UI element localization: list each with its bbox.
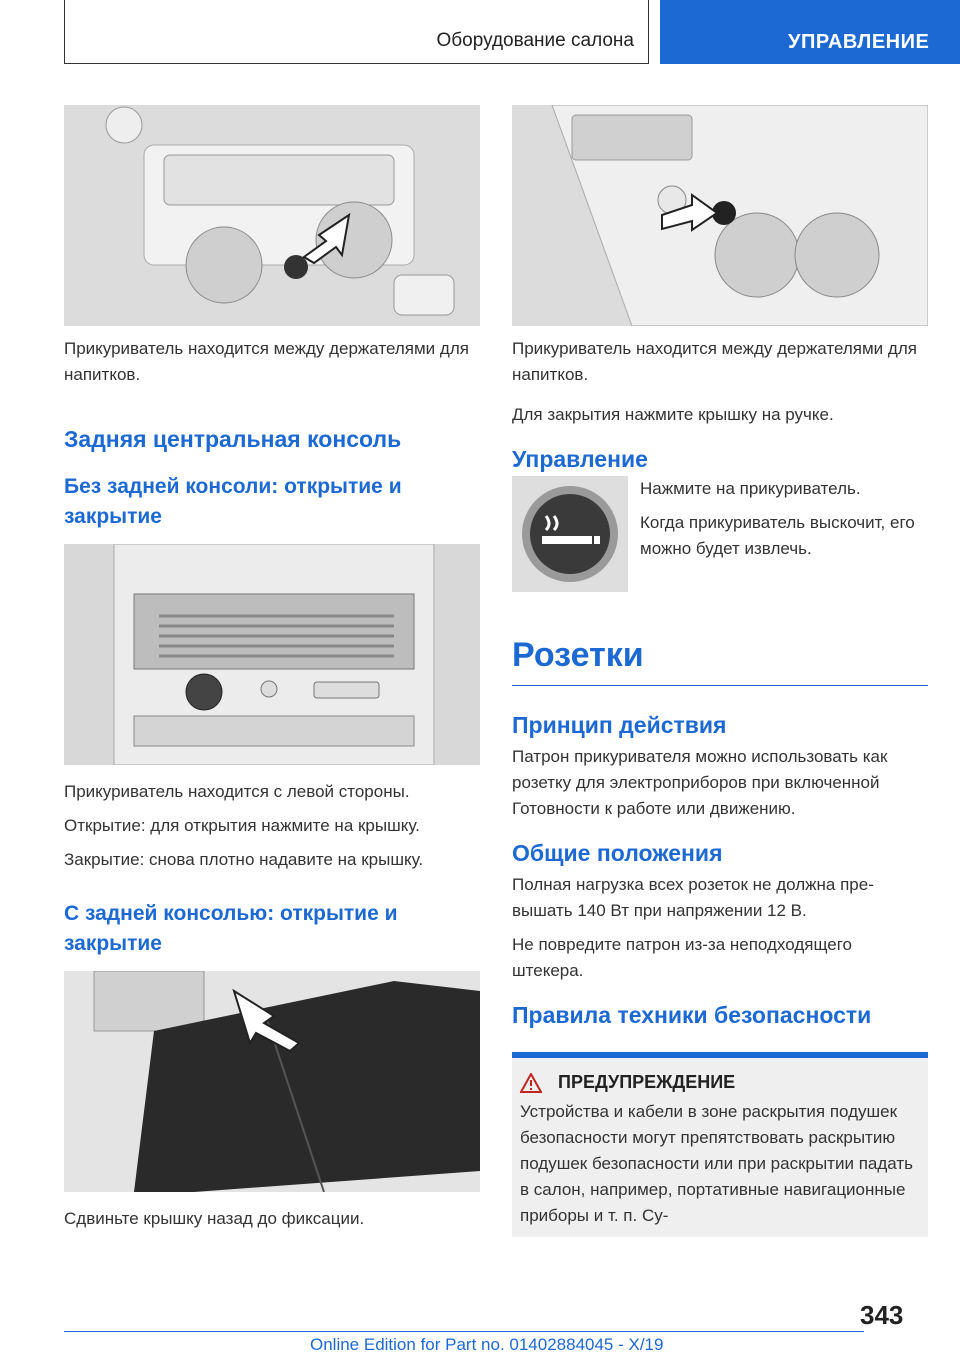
heading-general: Общие положения <box>512 840 723 866</box>
footer-rule <box>64 1331 864 1332</box>
text-damage-warning: Не повредите патрон из-за неподходящего штекера. <box>512 935 852 980</box>
photo-cupholders-front <box>64 105 480 326</box>
text-lighter-pops: Когда прикуриватель выскочит, его можно будет извлечь. <box>640 513 915 558</box>
heading-with-rear-console: С задней консолью: открытие и закрытие <box>64 902 398 955</box>
heading-without-rear-console: Без задней консоли: открытие и закрытие <box>64 475 402 528</box>
photo-slide-cover <box>64 971 480 1192</box>
left-column <box>64 105 480 1232</box>
sockets-rule <box>512 685 928 686</box>
text-press-lighter: Нажмите на прикуриватель. <box>640 479 861 498</box>
text-close-instruction: Закрытие: снова плотно надавите на крышку. <box>64 850 424 869</box>
right-column <box>512 105 928 1237</box>
header-section-box <box>64 0 649 64</box>
header-chapter-tab[interactable] <box>660 0 960 64</box>
caption-slide-back: Сдвиньте крышку назад до фиксации. <box>64 1209 365 1228</box>
warning-text: Устройства и кабели в зоне раскрытия подушек безопасности могут препятствовать раскрытию подушек безопасности или при раскрытии падать в салон, например, портативные навигационные приборы и т. п. Су- <box>520 1102 913 1225</box>
heading-rear-console: Задняя центральная консоль <box>64 426 402 452</box>
text-principle: Патрон прикуривателя можно использовать как розетку для электроприборов при включенной Готовности к работе или движению. <box>512 747 888 818</box>
caption-cupholders: Прикуриватель находится между держателями для напитков. <box>64 339 469 384</box>
header-chapter-title: УПРАВЛЕНИЕ <box>788 31 930 53</box>
page-number: 343 <box>860 1300 904 1330</box>
control-block <box>512 476 928 592</box>
text-max-load: Полная нагрузка всех розеток не должна превышать 140 Вт при напряжении 12 В. <box>512 875 874 920</box>
heading-control: Управление <box>512 446 648 472</box>
text-open-instruction: Открытие: для открытия нажмите на крышку. <box>64 816 420 835</box>
text-close-hint: Для закрытия нажмите крышку на ручке. <box>512 405 834 424</box>
warning-label: ПРЕДУПРЕЖДЕНИЕ <box>558 1072 736 1092</box>
warning-triangle-icon <box>520 1073 542 1093</box>
caption-left-side: Прикуриватель находится с левой стороны. <box>64 782 410 801</box>
photo-cupholders-rear <box>512 105 928 326</box>
heading-sockets: Розетки <box>512 636 644 674</box>
lighter-photo <box>512 476 628 592</box>
header-section-title: Оборудование салона <box>436 30 634 51</box>
heading-principle: Принцип действия <box>512 712 727 738</box>
photo-rear-console-open <box>64 544 480 765</box>
caption-cupholders-right: Прикуриватель находится между держателями для напитков. <box>512 339 917 384</box>
footer-edition: Online Edition for Part no. 01402884045 - X/19 <box>310 1335 664 1354</box>
heading-safety: Правила техники безопасности <box>512 1002 872 1028</box>
warning-box <box>512 1058 928 1237</box>
cigarette-lighter-icon <box>512 476 628 592</box>
